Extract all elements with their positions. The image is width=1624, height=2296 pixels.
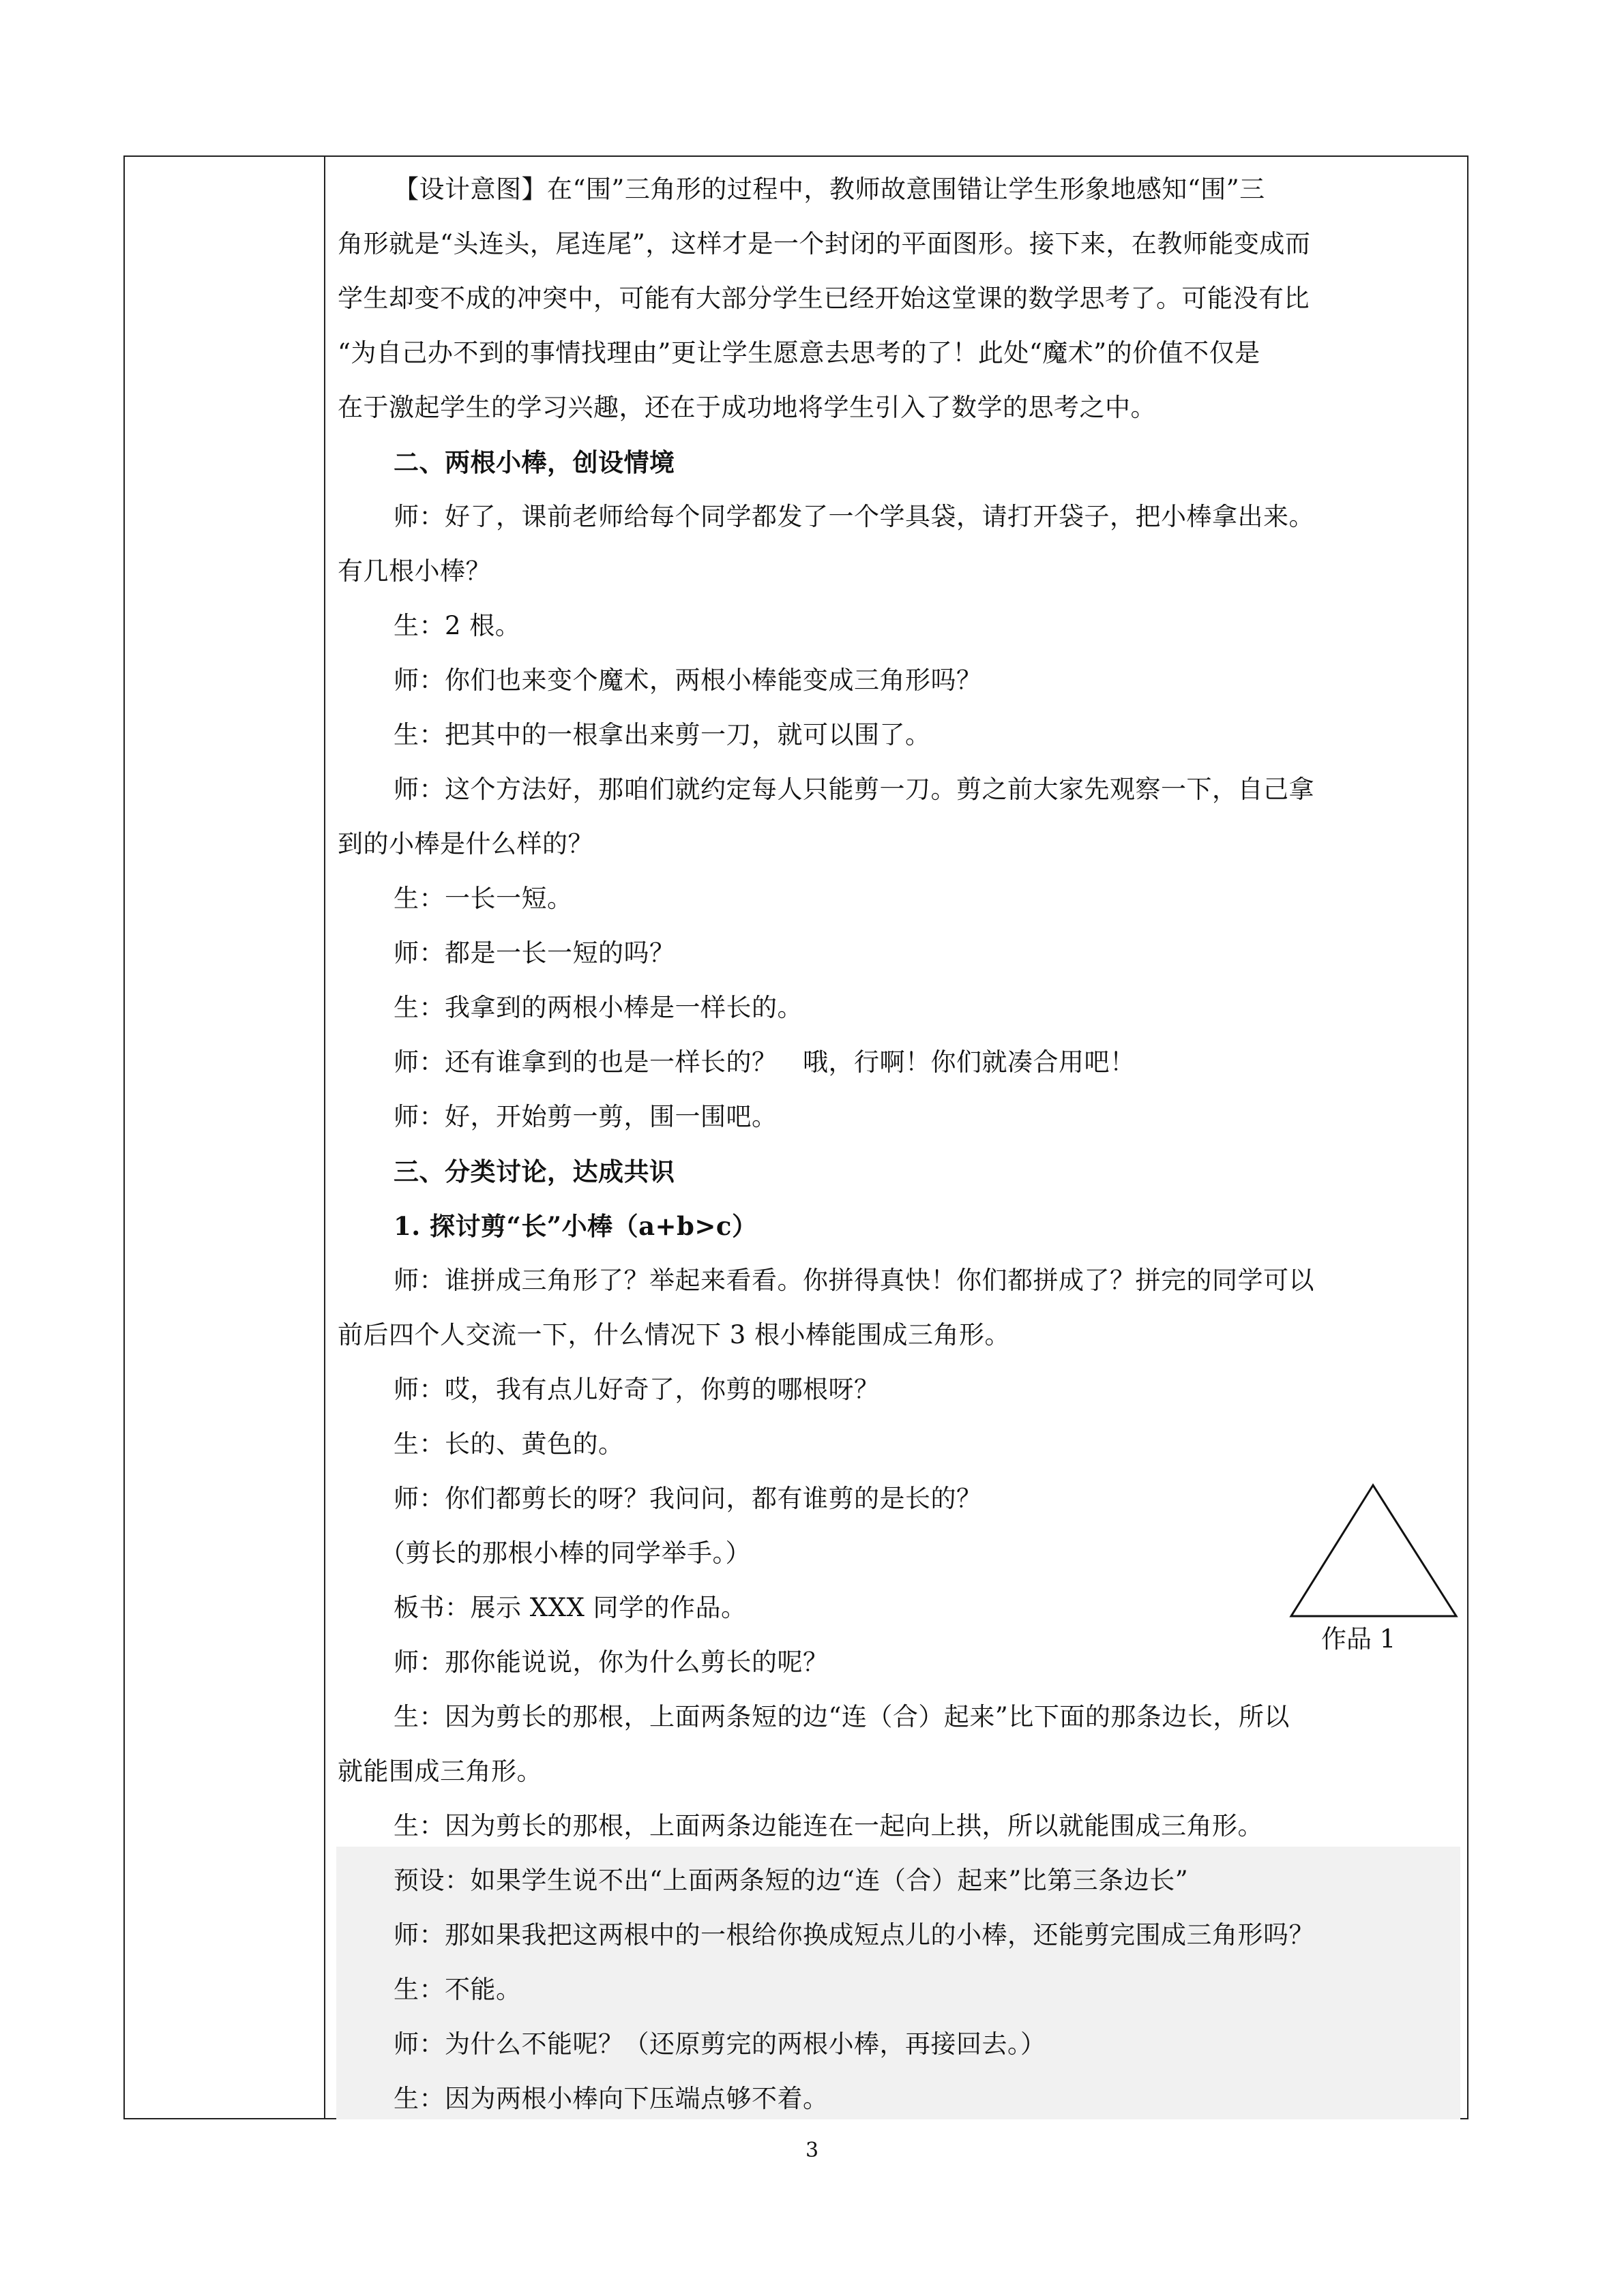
text-line: 生：我拿到的两根小棒是一样长的。: [394, 993, 803, 1022]
text-line: 就能围成三角形。: [338, 1757, 542, 1786]
text-line: “为自己办不到的事情找理由”更让学生愿意去思考的了！此处“魔术”的价值不仅是: [338, 338, 1260, 368]
text-line: 前后四个人交流一下，什么情况下 3 根小棒能围成三角形。: [338, 1320, 1011, 1350]
text-line: 在于激起学生的学习兴趣，还在于成功地将学生引入了数学的思考之中。: [338, 393, 1156, 422]
section-heading: 三、分类讨论，达成共识: [394, 1157, 675, 1187]
text-line: 师：那你能说说，你为什么剪长的呢？: [394, 1648, 829, 1677]
table-content-cell: [338, 157, 1467, 2118]
text-line: 有几根小棒？: [338, 556, 491, 586]
text-line: 师：这个方法好，那咱们就约定每人只能剪一刀。剪之前大家先观察一下，自己拿: [394, 775, 1314, 804]
lesson-table: [123, 155, 1468, 2119]
text-line: 师：好，开始剪一剪，围一围吧。: [394, 1102, 778, 1131]
triangle-shape: [1291, 1485, 1456, 1616]
text-line: 师：为什么不能呢？（还原剪完的两根小棒，再接回去。）: [394, 2029, 1046, 2059]
text-line: 师：哎，我有点儿好奇了，你剪的哪根呀？: [394, 1375, 880, 1404]
text-line: （剪长的那根小棒的同学举手。）: [380, 1538, 751, 1568]
text-line: 师：都是一长一短的吗？: [394, 938, 675, 968]
text-line: 师：谁拼成三角形了？举起来看看。你拼得真快！你们都拼成了？拼完的同学可以: [394, 1266, 1314, 1295]
text-line: 板书：展示 XXX 同学的作品。: [394, 1593, 747, 1622]
text-line: 师：你们都剪长的呀？我问问，都有谁剪的是长的？: [394, 1484, 982, 1513]
text-line: 师：好了，课前老师给每个同学都发了一个学具袋，请打开袋子，把小棒拿出来。: [394, 502, 1314, 531]
text-line: 生：一长一短。: [394, 884, 573, 913]
text-line: 生：长的、黄色的。: [394, 1429, 624, 1459]
text-line: 生：因为剪长的那根，上面两条短的边“连（合）起来”比下面的那条边长，所以: [394, 1702, 1290, 1731]
text-line: 学生却变不成的冲突中，可能有大部分学生已经开始这堂课的数学思考了。可能没有比: [338, 284, 1310, 313]
text-line: 预设：如果学生说不出“上面两条短的边“连（合）起来”比第三条边长”: [394, 1866, 1189, 1895]
text-line: 师：你们也来变个魔术，两根小棒能变成三角形吗？: [394, 666, 982, 695]
table-left-column: [125, 157, 325, 2118]
section-heading: 二、两根小棒，创设情境: [394, 447, 675, 477]
text-line: 生：因为两根小棒向下压端点够不着。: [394, 2084, 829, 2113]
figure-caption: 作品 1: [1321, 1624, 1396, 1654]
text-line: 师：还有谁拿到的也是一样长的？ 哦，行啊！你们就凑合用吧！: [394, 1047, 1136, 1077]
text-line: 【设计意图】在“围”三角形的过程中，教师故意围错让学生形象地感知“围”三: [394, 175, 1265, 204]
text-line: 生：2 根。: [394, 611, 521, 640]
page-number: 3: [805, 2138, 819, 2162]
text-line: 生：不能。: [394, 1975, 522, 2004]
triangle-figure: [1286, 1480, 1463, 1623]
text-line: 生：把其中的一根拿出来剪一刀，就可以围了。: [394, 720, 931, 749]
text-line: 到的小棒是什么样的？: [338, 829, 593, 859]
text-line: 角形就是“头连头，尾连尾”，这样才是一个封闭的平面图形。接下来，在教师能变成而: [338, 229, 1311, 258]
text-line: 生：因为剪长的那根，上面两条边能连在一起向上拱，所以就能围成三角形。: [394, 1811, 1263, 1840]
text-line: 师：那如果我把这两根中的一根给你换成短点儿的小棒，还能剪完围成三角形吗？: [394, 1920, 1314, 1950]
subsection-heading: 1. 探讨剪“长”小棒（a+b>c）: [394, 1211, 758, 1241]
